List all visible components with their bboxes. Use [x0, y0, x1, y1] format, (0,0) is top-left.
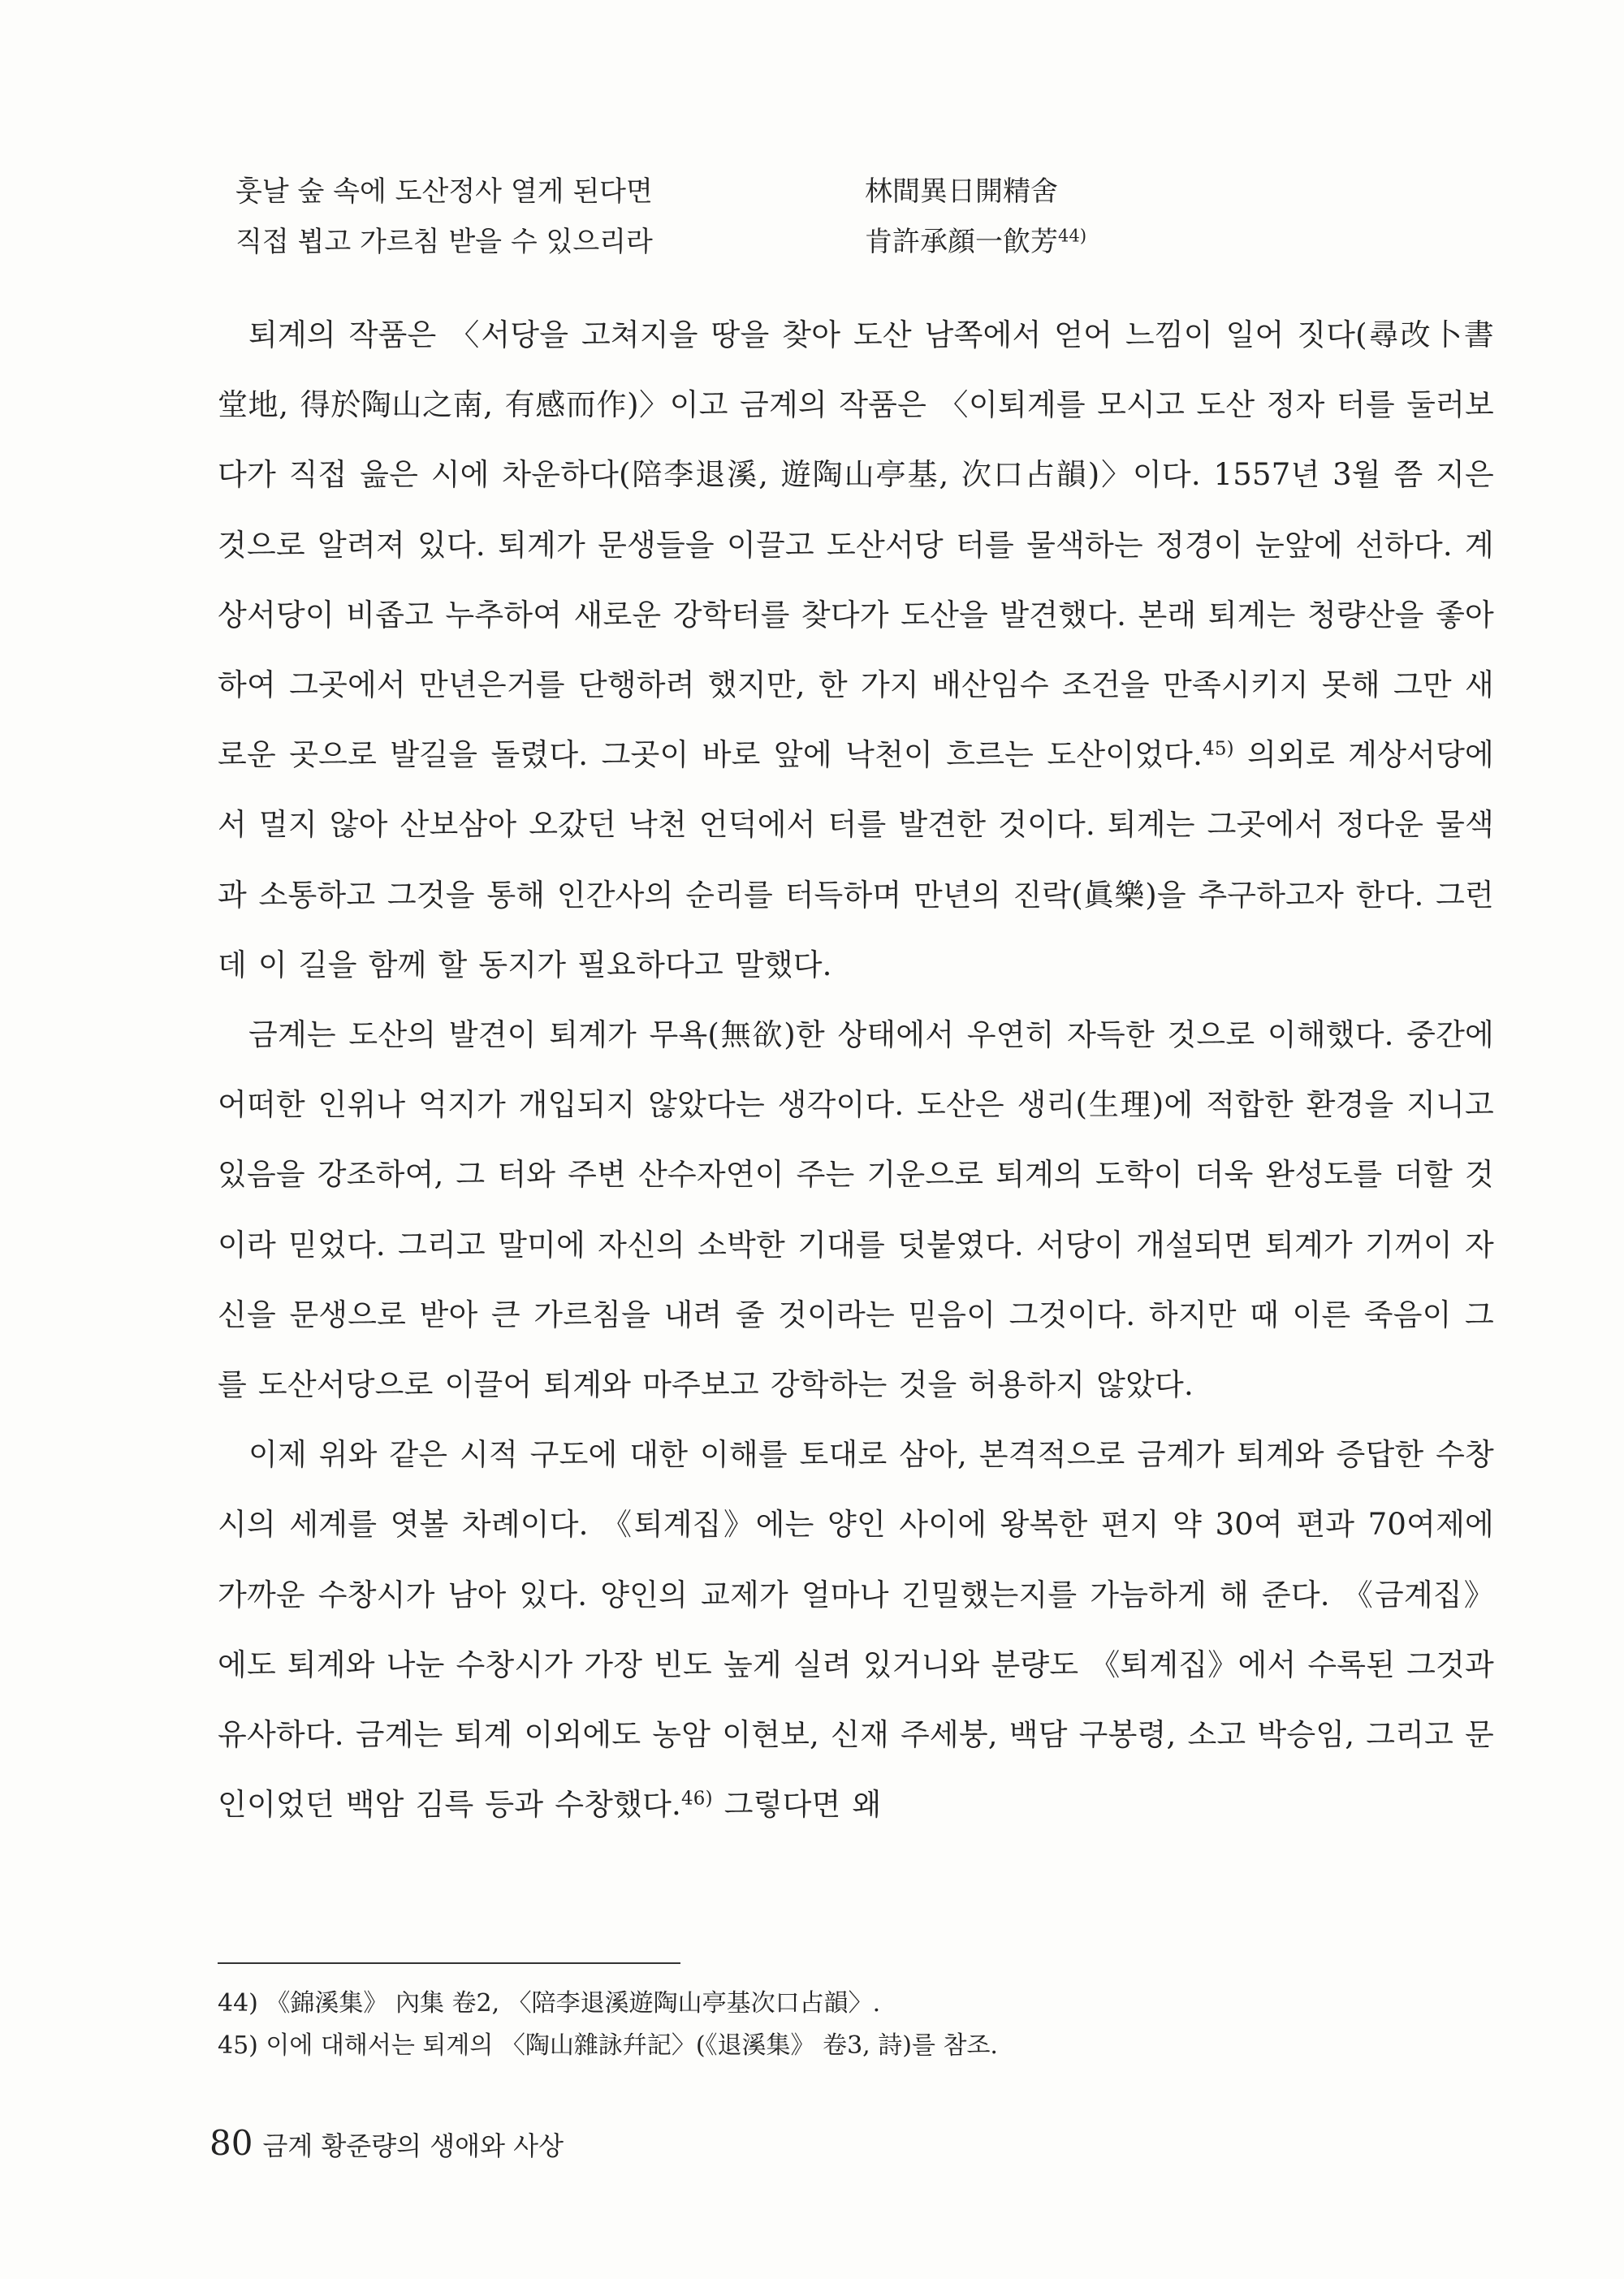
poem-line-chinese-text: 林間異日開精舍: [865, 175, 1058, 208]
footnotes: [218, 1983, 1494, 2067]
paragraph: [218, 1420, 1494, 1840]
poem-block: [235, 166, 1210, 267]
poem-line: [235, 166, 1210, 217]
footnote-divider: [218, 1962, 680, 1964]
poem-line-chinese: [865, 217, 1086, 267]
footnote-ref: 44): [1058, 225, 1087, 246]
paragraph-text: 퇴계의 작품은 〈서당을 고쳐지을 땅을 찾아 도산 남쪽에서 얻어 느낌이 일어 짓다(尋改卜書堂地, 得於陶山之南, 有感而作)〉이고 금계의 작품은 〈이퇴계를 모시고 도산 정자 터를 둘러보다가 직접 읊은 시에 차운하다(陪李退溪, 遊陶山亭基, 次口占韻)〉이다. 1557년 3월 쯤 지은 것으로 알려져 있다. 퇴계가 문생들을 이끌고 도산서당 터를 물색하는 정경이 눈앞에 선하다. 계상서당이 비좁고 누추하여 새로운 강학터를 찾다가 도산을 발견했다. 본래 퇴계는 청량산을 좋아하여 그곳에서 만년은거를 단행하려 했지만, 한 가지 배산임수 조건을 만족시키지 못해 그만 새로운 곳으로 발길을 돌렸다. 그곳이 바로 앞에 낙천이 흐르는 도산이었다.: [218, 317, 1494, 773]
footnote-ref: 45): [1203, 738, 1234, 760]
poem-line-korean: 훗날 숲 속에 도산정사 열게 된다면: [235, 175, 653, 208]
poem-line: [235, 217, 1210, 267]
paragraph-text: 금계는 도산의 발견이 퇴계가 무욕(無欲)한 상태에서 우연히 자득한 것으로 이해했다. 중간에 어떠한 인위나 억지가 개입되지 않았다는 생각이다. 도산은 생리(生理)에 적합한 환경을 지니고 있음을 강조하여, 그 터와 주변 산수자연이 주는 기운으로 퇴계의 도학이 더욱 완성도를 더할 것이라 믿었다. 그리고 말미에 자신의 소박한 기대를 덧붙였다. 서당이 개설되면 퇴계가 기꺼이 자신을 문생으로 받아 큰 가르침을 내려 줄 것이라는 믿음이 그것이다. 하지만 때 이른 죽음이 그를 도산서당으로 이끌어 퇴계와 마주보고 강학하는 것을 허용하지 않았다.: [218, 1017, 1494, 1403]
running-title: 금계 황준량의 생애와 사상: [262, 2130, 564, 2161]
page-number: 80: [209, 2123, 253, 2163]
paragraph-text-tail: 의외로 계상서당에서 멀지 않아 산보삼아 오갔던 낙천 언덕에서 터를 발견한 것이다. 퇴계는 그곳에서 정다운 물색과 소통하고 그것을 통해 인간사의 순리를 터득하며 만년의 진락(眞樂)을 추구하고자 한다. 그런데 이 길을 함께 할 동지가 필요하다고 말했다.: [218, 737, 1494, 982]
poem-line-chinese-text: 肯許承顔一飮芳: [865, 226, 1058, 258]
footnote-ref: 46): [681, 1788, 713, 1810]
paragraph: [218, 1000, 1494, 1420]
footnote: 44) 《錦溪集》 內集 卷2, 〈陪李退溪遊陶山亭基次口占韻〉.: [218, 1989, 881, 2018]
poem-line-korean: 직접 뵙고 가르침 받을 수 있으리라: [235, 226, 653, 258]
poem-line-chinese: [865, 166, 1058, 217]
page-footer: [209, 2123, 564, 2163]
body-text: [218, 300, 1494, 1840]
paragraph: [218, 300, 1494, 1000]
footnote: 45) 이에 대해서는 퇴계의 〈陶山雜詠幷記〉(《退溪集》 卷3, 詩)를 참조.: [218, 2031, 998, 2060]
paragraph-text: 이제 위와 같은 시적 구도에 대한 이해를 토대로 삼아, 본격적으로 금계가 퇴계와 증답한 수창시의 세계를 엿볼 차례이다. 《퇴계집》에는 양인 사이에 왕복한 편지 약 30여 편과 70여제에 가까운 수창시가 남아 있다. 양인의 교제가 얼마나 긴밀했는지를 가늠하게 해 준다. 《금계집》에도 퇴계와 나눈 수창시가 가장 빈도 높게 실려 있거니와 분량도 《퇴계집》에서 수록된 그것과 유사하다. 금계는 퇴계 이외에도 농암 이현보, 신재 주세붕, 백담 구봉령, 소고 박승임, 그리고 문인이었던 백암 김륵 등과 수창했다.: [218, 1437, 1494, 1823]
paragraph-text-tail: 그렇다면 왜: [712, 1787, 882, 1823]
